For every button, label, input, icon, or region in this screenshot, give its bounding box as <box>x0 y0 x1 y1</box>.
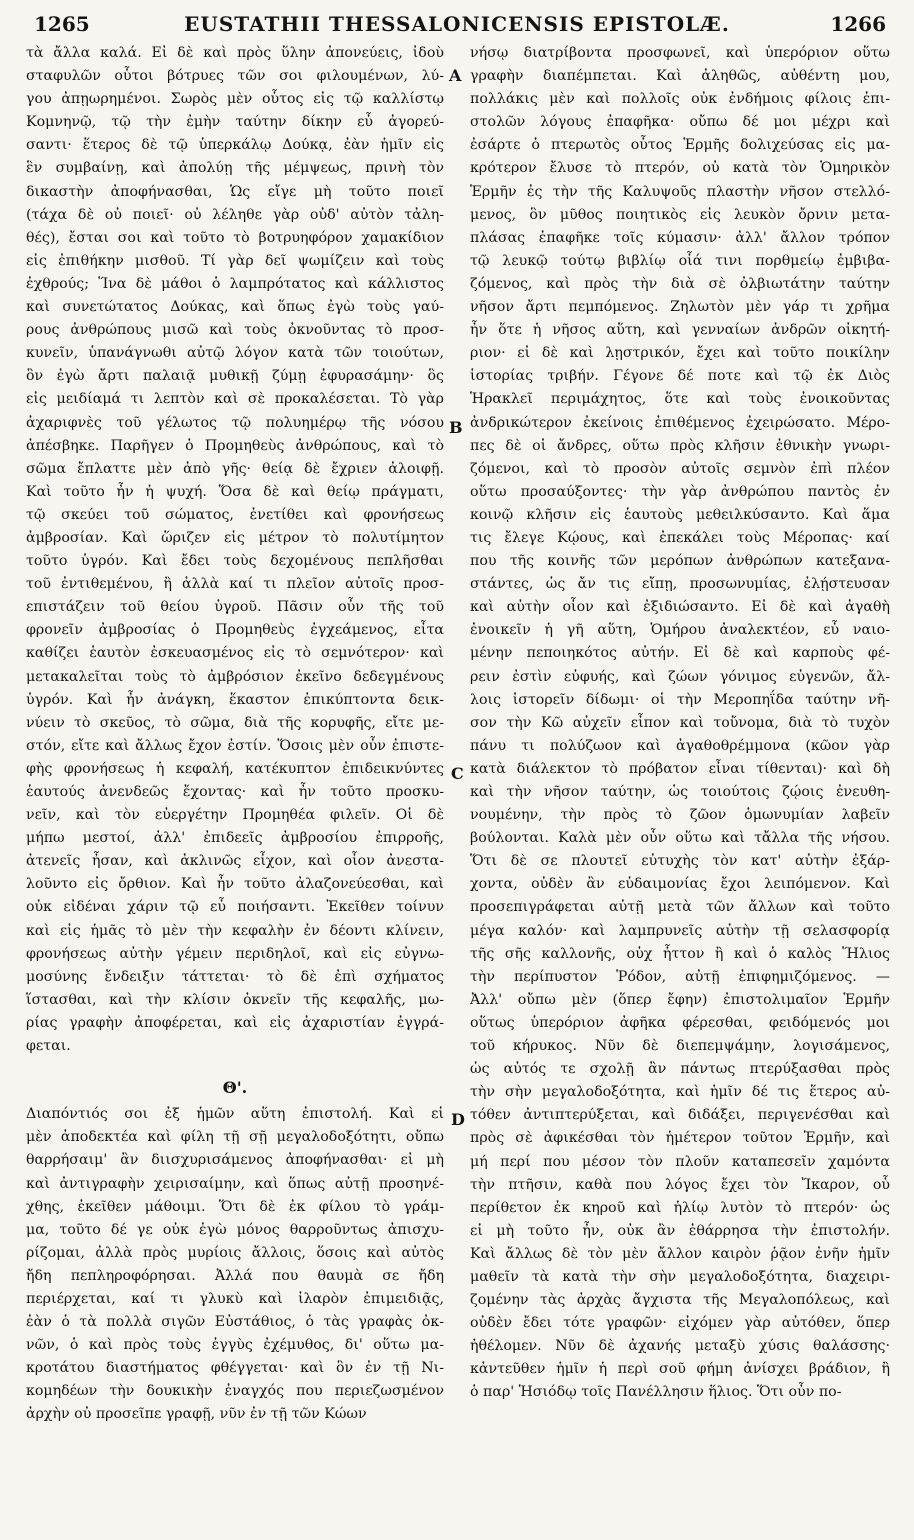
text-line: ἐνοικεῖν ἡ γῆ αὕτη, Ὁμήρου ἀναλεκτέον, εὖ ναιο- <box>470 622 890 639</box>
text-line: ἐὰν ὁ τὰ πολλὰ σιγῶν Εὐστάθιος, ὁ τὰς γραφὰς ὀκ- <box>26 1314 444 1331</box>
text-line: σῶμα ἔπλαττε μὲν ἀπὸ γῆς· θείᾳ δὲ ἔχριεν ἀλοιφῇ. <box>26 460 444 477</box>
text-line: ζόμενος, καὶ πρὸς τὴν διὰ σὲ ὀλβιωτάτην ταύτην <box>470 275 890 292</box>
text-line: νουμένην, τὴν πρὸς τὸ ζῶον ὁμωνυμίαν λαβεῖν <box>470 807 890 824</box>
text-line: δικαστὴν ἀποφήνασθαι, Ὡς εἴγε μὴ τοῦτο ποιεῖ <box>26 183 444 200</box>
text-line: κατὰ διάλεκτον τὸ πρόβατον εἶναι τίθενται)· καὶ δὴ <box>470 760 890 777</box>
text-line: βούλονται. Καλὰ μὲν οὖν οὕτω καὶ τἄλλα τῆς νήσου. <box>470 830 890 847</box>
page-number-right: 1266 <box>830 12 886 36</box>
text-line: ἦν ὅτε ἡ νῆσος αὕτη, καὶ γενναίων ἀνδρῶν οἰκητή- <box>470 322 890 339</box>
text-line: στολῶν λόγους ἐπαφῆκα· οὔπω δέ μοι μέχρι καὶ <box>470 114 890 131</box>
text-line: πρὸς σὲ ἀφικέσθαι τὸν ἡμέτερον τοῦτον Ἑρμῆν, καὶ <box>470 1130 890 1147</box>
text-line: ἀχαριφνὲς τοῦ γέλωτος τῷ πολυημέρῳ τῆς νόσου <box>26 414 444 431</box>
text-line: περίθετον ἐκ κηροῦ καὶ ἡλίῳ λυτὸν τὸ πτερόν· ὡς <box>470 1199 890 1216</box>
text-line: ἀμβροσίαν. Καὶ ὥριζεν εἰς μέτρον τὸ πολυτίμητον <box>26 529 444 546</box>
text-line: καθίζει ἑαυτὸν ἐσκευασμένος εἰς τὸ σεμνότερον· καὶ <box>26 645 444 662</box>
letter-text-continued <box>26 42 444 1058</box>
text-line: λοῦντο εἰς ὄρθιον. Καὶ ἦν τοῦτο ἀλαζονεύεσθαι, καὶ <box>26 876 444 893</box>
text-line: μένην πεποιηκότος αὐτήν. Εἰ δὲ καὶ καρποὺς φέ- <box>470 645 890 662</box>
text-line: μὲν ἀποδεκτέα καὶ φίλη τῇ σῇ μεγαλοδοξότητι, οὔπω <box>26 1129 444 1146</box>
text-line: ἀπέσβηκε. Παρῆγεν ὁ Προμηθεὺς ἀνθρώπους, καὶ τὸ <box>26 437 444 454</box>
text-line: σαντι· ἕτερος δὲ τῷ ὑπερκάλῳ Δούκᾳ, ἐὰν ἡμῖν εἰς <box>26 137 444 154</box>
text-line: τοῦ ἐντιθεμένου, ἢ ἀλλὰ καί τι πλεῖον αὐτοῖς προσ- <box>26 576 444 593</box>
text-line: τοῦτο ὑγρόν. Καὶ ἔδει τοὺς δεχομένους πεπλῆσθαι <box>26 553 444 570</box>
text-line: σον τὴν Κῶ αὐχεῖν εἶπον καὶ τοὔνομα, διὰ τὸ τυχὸν <box>470 714 890 731</box>
text-line: περιέρχεται, καί τι γλυκὺ καὶ ἱλαρὸν ἐπιμειδιᾷς, <box>26 1290 444 1307</box>
text-line: μενος, ὃν μῦθος ποιητικὸς εἰς λευκὸν ὄρνιν μετα- <box>470 206 890 223</box>
text-line: ρίας γραφὴν ἀποφέρεται, καὶ εἰς ἀχαριστίαν ἐγγρά- <box>26 1014 444 1031</box>
text-line: φρονεῖν ἀμβροσίας ὁ Προμηθεὺς ἐγχεάμενος, εἶτα <box>26 622 444 639</box>
margin-letter-a: A <box>449 66 462 85</box>
text-line: φὴς φρονήσεως ἡ κεφαλή, κατέκυπτον ἐπιδεικνύντες <box>26 760 444 777</box>
text-line: νύειν τὸ σκεῦος, τὸ σῶμα, διὰ τῆς κορυφῆς, εἴτε με- <box>26 714 444 731</box>
text-line: ὑγρόν. Καὶ ἦν ἀνάγκη, ἕκαστον ἐπικύπτοντα δεικ- <box>26 691 444 708</box>
text-line: τὴν σὴν μεγαλοδοξότητα, καὶ ἡμῖν δέ τις ἕτερος αὐ- <box>470 1084 890 1101</box>
text-line: νεῖν, καὶ τὸν εὐεργέτην Προμηθέα φιλεῖν. Οἱ δὲ <box>26 807 444 824</box>
text-line: χοντα, οὐδὲν ἂν εὐδαιμονίας ἔχοι λειπόμενον. Καὶ <box>470 876 890 893</box>
text-line: ἐχθρούς; Ἵνα δὲ μάθοι ὁ λαμπρότατος καὶ κάλλιστος <box>26 275 444 292</box>
text-line: (τάχα δὲ οὐ ποιεῖ· οὐ λέληθε γὰρ οὐδ' αὐτὸν τἀλη- <box>26 206 444 223</box>
text-line: Καὶ τοῦτο ἦν ἡ ψυχή. Ὅσα δὲ καὶ θείῳ πράγματι, <box>26 483 444 500</box>
text-line: κρότερον ἔλυσε τὸ πτερόν, οὐ κατὰ τὸν Ὁμηρικὸν <box>470 160 890 177</box>
text-line: μετακαλεῖται τοὺς τὸ ἀμβρόσιον ἐκεῖνο δεδεγμένους <box>26 668 444 685</box>
text-line: οὕτω προσαύξοντες· τὴν γὰρ ἀνθρώπου παντὸς ἐν <box>470 483 890 500</box>
text-line: ριον· εἰ δὲ καὶ λῃστρικόν, ἔχει καὶ τοῦτο ποικίλην <box>470 345 890 362</box>
text-line: καὶ εἰς ἡμᾶς τὸ μὲν τὴν κεφαλὴν ἐν δέοντι κλίνειν, <box>26 922 444 939</box>
text-line: Ὅτι δὲ σε πλουτεῖ εὐτυχὴς τὸν κατ' αὐτὴν ἐξάρ- <box>470 853 890 870</box>
text-line: γραφὴν διαπέμπεται. Καὶ ἀληθῶς, αὐθέντη μου, <box>470 68 890 85</box>
margin-letter-b: B <box>449 418 463 437</box>
text-line: κἀντεῦθεν ἡμῖν ἡ περὶ σοῦ φήμη ἀνίσχει βράδιον, ἢ <box>470 1361 890 1378</box>
text-line: καὶ τὴν νῆσον ταύτην, ὡς τοιούτοις ζῴοις ἐνευθη- <box>470 784 890 800</box>
text-line: τὴν πτῆσιν, καθὰ που λόγος ἔχει τὸν Ἴκαρον, οὗ <box>470 1176 890 1193</box>
text-line: ἀρχὴν οὐ προσεῖπε γραφῇ, νῦν ἐν τῇ τῶν Κώων <box>26 1406 367 1423</box>
text-line: πες δὲ οἱ ἄνδρες, οὕτω πρὸς κλῆσιν ἐθνικὴν γνωρι- <box>470 437 890 454</box>
text-line: τῷ σκεύει τοῦ σώματος, ἐνετίθει καὶ φρονήσεως <box>26 506 444 523</box>
text-line: εἰς ἐπιθήκην μισθοῦ. Τί γὰρ δεῖ ψωμίζειν καὶ τοὺς <box>26 252 444 269</box>
text-line: τὴν περίπυστον Ῥόδον, αὐτῇ ἐπιφημιζόμενος. — <box>470 968 890 985</box>
text-line: θαρρήσαιμ' ἂν διισχυρισάμενος ἀποφήνασθαι· εἰ μὴ <box>26 1152 444 1169</box>
margin-letter-c: C <box>451 764 464 783</box>
text-line: οὐδὲν ἔδει τότε γραφῶν· εἰχόμεν γὰρ αὐτόθεν, ὅπερ <box>470 1315 890 1332</box>
text-line: ρειν ἐστὶν εὐφυής, καὶ ζώων γόνιμος εὐγενῶν, ἄλ- <box>470 668 890 685</box>
text-line: μοσύνης ἔνδειξιν τάττεται· τὸ δὲ ἐπὶ σχήματος <box>26 968 444 985</box>
text-line: οὐκ εἰδέναι χάριν τῷ εὖ ποιήσαντι. Ἐκεῖθεν τοίνυν <box>26 899 444 916</box>
margin-letter-d: D <box>451 1110 465 1129</box>
text-line: νῆσον ἄρτι πεμπόμενος. Ζηλωτὸν μὲν γάρ τι χρῆμα <box>470 299 890 316</box>
text-line: ἠθέλομεν. Νῦν δὲ ἀχανής μεταξὺ χύσις θαλάσσης· <box>470 1338 890 1355</box>
right-column-text <box>470 42 890 1405</box>
text-line: προσεπιγράφεται αὐτῇ μετὰ τῶν ἄλλων καὶ τοῦτο <box>470 899 890 916</box>
text-line: κοινῷ κλῆσιν εἰς ἑαυτοὺς μεθειλκύσαντο. Καὶ ἅμα <box>470 506 890 523</box>
running-title: EUSTATHII THESSALONICENSIS EPISTOLÆ. <box>184 12 730 36</box>
text-line: πάνυ τι πολύζωον καὶ ἀγαθοθρέμμονα (κῶον γὰρ <box>470 737 890 754</box>
text-line: ἀτενεῖς ἦσαν, καὶ ἀκλινῶς εἶχον, καὶ οἷον ἀνεστα- <box>26 853 444 870</box>
text-line: που τῆς κοινῆς τῶν μερόπων ἀνθρώπων κατεξανα- <box>470 553 890 570</box>
text-line: ἤδη πεπληροφόρησαι. Ἀλλά που θαυμὰ σε ἤδη <box>26 1267 444 1284</box>
text-line: ὡς αὐτός τε σχολῇ ἂν πάντως πτερύξασθαι πρὸς <box>470 1061 890 1078</box>
text-line: νήσῳ διατρίβοντα προσφωνεῖ, καὶ ὑπερόριον οὕτω <box>470 45 890 61</box>
text-line: στάντες, ὡς ἄν τις εἴπῃ, προσωνυμίας, ἐλῄστευσαν <box>470 576 890 593</box>
text-line: γου ἀπῃωρημένοι. Σωρὸς μὲν οὗτος εἰς τῷ καλλίστῳ <box>26 91 444 108</box>
text-line: πολλάκις μὲν καὶ πολλοῖς οὐκ ἐνδήμοις φίλοις ἐπι- <box>470 91 890 108</box>
text-line: μαθεῖν τὰ κατὰ τὴν σὴν μεγαλοδοξότητα, διαχειρι- <box>470 1268 890 1285</box>
text-line: μέγα καλόν· καὶ λαμπρυνεῖς αὐτὴν τῇ σελασφορίᾳ <box>470 922 890 939</box>
text-line: φεται. <box>26 1038 71 1055</box>
text-line: ὁ παρ' Ἡσιόδῳ τοῖς Πανέλλησιν ἥλιος. Ὅτι οὖν πο- <box>470 1384 842 1401</box>
text-line: τόθεν ἀντιπτερύξεται, καὶ διδάξει, περιγενέσθαι καὶ <box>470 1107 890 1124</box>
text-line: Ἑρμῆν ἐς τὴν τῆς Καλυψοῦς πλαστὴν νῆσον στελλό- <box>470 183 890 200</box>
text-line: Ἡρακλεῖ περιμάχητος, ὅτε καὶ τοὺς ἐνοικοῦντας <box>470 391 890 408</box>
left-column <box>26 42 444 1427</box>
text-line: κομηδέων τὴν δουκικὴν ἐναγχός που περιεζωσμένον <box>26 1383 444 1400</box>
text-line: Καὶ ἄλλως δὲ τὸν μὲν ἄλλον καιρὸν ῥᾷον ἐνῆν ἡμῖν <box>470 1245 890 1262</box>
text-line: ἓν συμβαίνῃ, καὶ ἀπολύῃ τῆς μέμψεως, πρινὴ τὸν <box>26 160 444 177</box>
text-line: Διαπόντιός σοι ἐξ ἡμῶν αὕτη ἐπιστολή. Καὶ εἰ <box>26 1106 444 1123</box>
text-line: φρονήσεως αὐτὴν γέμειν περιδηλοῖ, καὶ εἰς εὐγνω- <box>26 945 444 962</box>
text-line: νῶν, ὁ καὶ πρὸς τοὺς ἐγγὺς ἐχέμυθος, δι' οὕτω μα- <box>26 1337 444 1354</box>
text-line: λοις ἱστορεῖν δίδωμι· οἱ τὴν Μεροπηΐδα ταύτην νῆ- <box>470 691 890 708</box>
text-line: ζομένην τὰς ἀρχὰς ἄγχιστα τῆς Μεγαλοπόλεως, καὶ <box>470 1292 890 1309</box>
text-line: καὶ αὐτὴν οἷον καὶ ἐξιδιώσαντο. Εἰ δὲ καὶ ἀγαθὴ <box>470 599 890 616</box>
text-line: κροτάτου διαστήματος φθέγγεται· καὶ ὃν ἐν τῇ Νι- <box>26 1360 444 1377</box>
text-line: καὶ ἀντιγραφὴν χειρισαίμην, καὶ ὅπως αὐτῇ προσηνέ- <box>26 1175 444 1192</box>
text-line: μήπω μεστοί, ἀλλ' ἐπιδεεῖς ἀμβροσίου ἐπιρροῆς, <box>26 830 444 847</box>
text-line: εἰς μειδίαμά τι λεπτὸν καὶ σὲ προκαλέσεται. Τὸ γὰρ <box>26 391 444 408</box>
text-line: πλάσας ἐπαφῆκε τοῖς κύμασιν· ἀλλ' ἄλλον τρόπον <box>470 229 890 246</box>
text-line: τῷ λευκῷ τούτῳ βιβλίῳ οἷά τινι πορθμείῳ ἐμβιβα- <box>470 252 890 269</box>
text-line: Κομνηνῷ, τῷ τὴν ἐμὴν ταύτην δίκην εὖ ἀγορεύ- <box>26 114 444 131</box>
text-line: ἱστορίας τριβήν. Γέγονε δέ ποτε καὶ τῷ ἐκ Διὸς <box>470 368 890 385</box>
text-line: ὃν ἐγὼ ἄρτι παλαιᾷ μυθικῇ ζύμῃ ἐφυρασάμην· ὃς <box>26 368 444 385</box>
text-line: μή περί που μέσον τὸν πλοῦν καταπεσεῖν χαμόντα <box>470 1153 890 1170</box>
text-line: ἐσάρτε ὁ πτερωτὸς οὗτος Ἑρμῆς δολιχεύσας εἰς μα- <box>470 137 890 154</box>
text-line: κυνεῖν, ὑπανάγνωθι αὐτῷ λόγον κατὰ τῶν τοιούτων, <box>26 345 444 362</box>
text-line: μα, τοῦτο δέ γε οὐκ ἐγὼ μόνος θαρροῦντως ἀπισχυ- <box>26 1221 444 1238</box>
text-line: στόν, εἴτε καὶ ἄλλως ἔχον ἐστίν. Ὅσοις μὲν οὖν ἐπιστε- <box>26 737 444 754</box>
letter-number: Θ'. <box>222 1078 248 1098</box>
text-line: επιστάζειν τοῦ θείου ὑγροῦ. Πᾶσιν οὖν τῆς τοῦ <box>26 599 444 616</box>
text-line: Ἀλλ' οὔπω μὲν (ὅπερ ἔφην) ἐπιστολιμαῖον Ἑρμῆν <box>470 991 890 1008</box>
letter-text-new <box>26 1103 444 1426</box>
text-line: ἀνδρικώτερον ἐκείνοις ἐπιθέμενος ἐχειρώσατο. Μέρο- <box>470 414 890 431</box>
page-number-left: 1265 <box>34 12 90 36</box>
text-line: θές), ἔσται σοι καὶ τοῦτο τὸ βοτρυηφόρον χαμακίδιον <box>26 229 444 246</box>
text-line: ρους ἀνθρώπους μισῶ καὶ τοὺς ὀκνοῦντας τὸ προσ- <box>26 322 444 339</box>
text-line: ζόμενοι, καὶ τὸ προσὸν αὐτοῖς σεμνὸν ἐπὶ πλέον <box>470 460 890 477</box>
text-line: ἵστασθαι, καὶ τὴν κλίσιν ὀκνεῖν τῆς κεφαλῆς, μω- <box>26 991 444 1008</box>
running-header <box>0 4 914 44</box>
text-line: καὶ συνετώτατος Δούκας, καὶ ὅπως ἐγὼ τοὺς γαύ- <box>26 299 444 316</box>
text-line: οὕτως ὑπερόριον ἀφῆκα φέρεσθαι, φειδόμενός μοι <box>470 1014 890 1031</box>
text-line: τις ἔλεγε Κῴους, καὶ ἐπεκάλει τοὺς Μέροπας· καί <box>470 529 890 546</box>
text-line: ρίζομαι, ἀλλὰ πρὸς μυρίοις ἄλλοις, ὅσοις καὶ αὐτὸς <box>26 1244 444 1261</box>
text-line: ἑαυτούς ἀνενδεῶς ἔχοντας· καὶ ἦν τοῦτο προσκυ- <box>26 784 444 800</box>
text-line: χθης, ἐκεῖθεν μάθοιμι. Ὅτι δὲ ἐκ φίλου τὸ γράμ- <box>26 1198 444 1215</box>
text-line: εἰ μὴ τοῦτο ἦν, οὐκ ἂν ἐθάρρησα τὴν ἐπιστολήν. <box>470 1222 890 1239</box>
text-line: τοῦ κήρυκος. Νῦν δὲ διεπεμψάμην, λογισάμενος, <box>470 1038 890 1055</box>
text-line: σταφυλῶν οὗτοι βότρυες τῶν σοι φιλουμένων, λύ- <box>26 68 444 85</box>
right-column <box>470 42 890 1405</box>
text-line: τὰ ἄλλα καλά. Εἰ δὲ καὶ πρὸς ὕλην ἀπονεύεις, ἰδοὺ <box>26 45 444 61</box>
text-line: τῆς σῆς καλλονῆς, οὐχ ἧττον ἢ καὶ ὁ καλὸς Ἥλιος <box>470 945 890 962</box>
